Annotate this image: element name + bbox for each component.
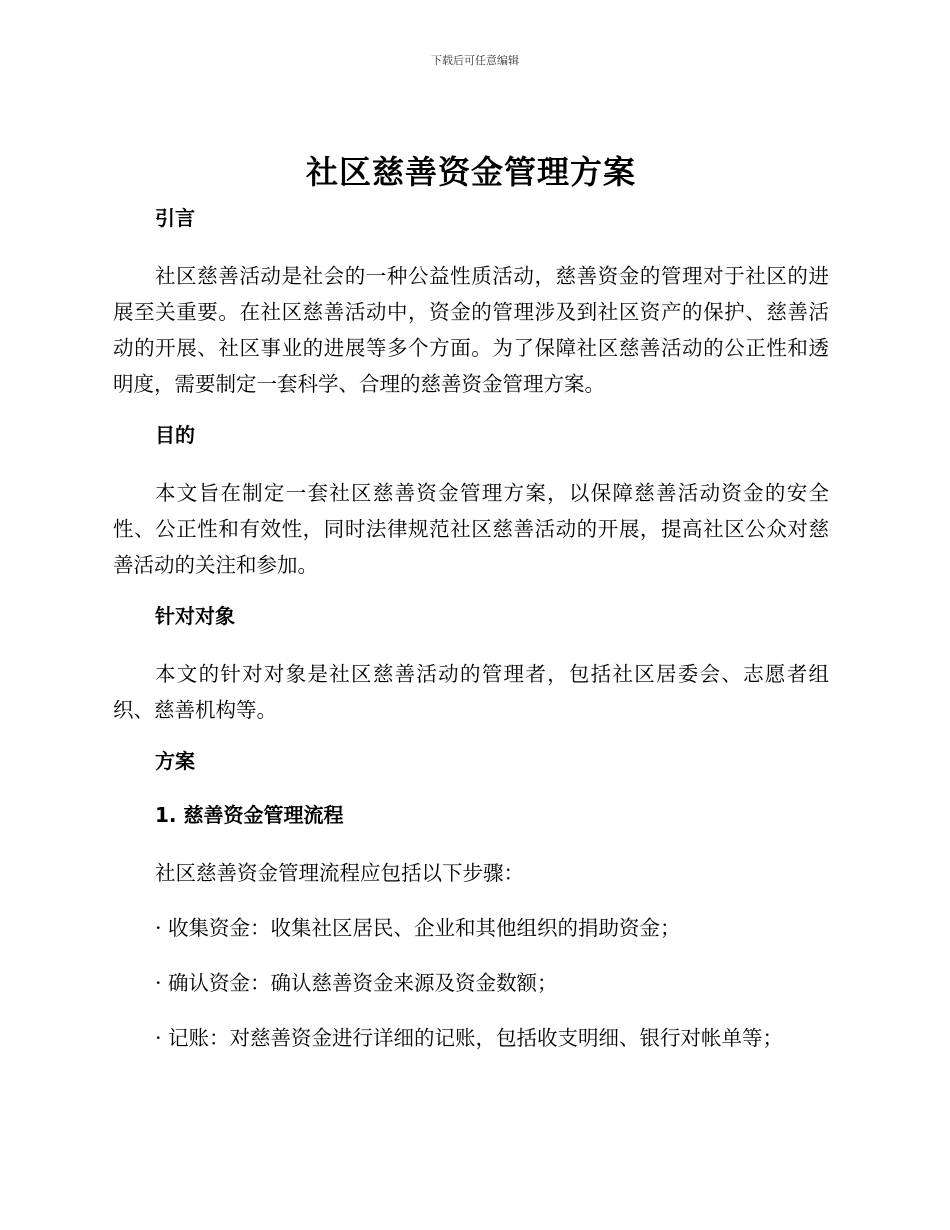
bullet-item-confirm: · 确认资金：确认慈善资金来源及资金数额； [155, 971, 558, 995]
section-heading-intro: 引言 [155, 206, 195, 230]
target-paragraph: 本文的针对对象是社区慈善活动的管理者，包括社区居委会、志愿者组织、慈善机构等。 [113, 662, 829, 722]
bullet-item-collect: · 收集资金：收集社区居民、企业和其他组织的捐助资金； [155, 916, 681, 940]
document-body [113, 148, 829, 1075]
section-heading-purpose: 目的 [155, 423, 195, 447]
intro-paragraph: 社区慈善活动是社会的一种公益性质活动，慈善资金的管理对于社区的进展至关重要。在社区慈善活动中，资金的管理涉及到社区资产的保护、慈善活动的开展、社区事业的进展等多个方面。为了保障社区慈善活动的公正性和透明度，需要制定一套科学、合理的慈善资金管理方案。 [113, 264, 829, 396]
page-header-note: 下载后可任意编辑 [431, 54, 519, 67]
subsection-heading-process: 1. 慈善资金管理流程 [155, 803, 344, 827]
purpose-paragraph: 本文旨在制定一套社区慈善资金管理方案，以保障慈善活动资金的安全性、公正性和有效性，同时法律规范社区慈善活动的开展，提高社区公众对慈善活动的关注和参加。 [113, 481, 829, 577]
section-heading-plan: 方案 [155, 749, 195, 773]
bullet-item-bookkeeping: · 记账：对慈善资金进行详细的记账，包括收支明细、银行对帐单等； [155, 1026, 784, 1050]
document-title: 社区慈善资金管理方案 [305, 153, 636, 191]
section-heading-target: 针对对象 [155, 604, 235, 628]
process-intro-paragraph: 社区慈善资金管理流程应包括以下步骤： [155, 861, 524, 885]
